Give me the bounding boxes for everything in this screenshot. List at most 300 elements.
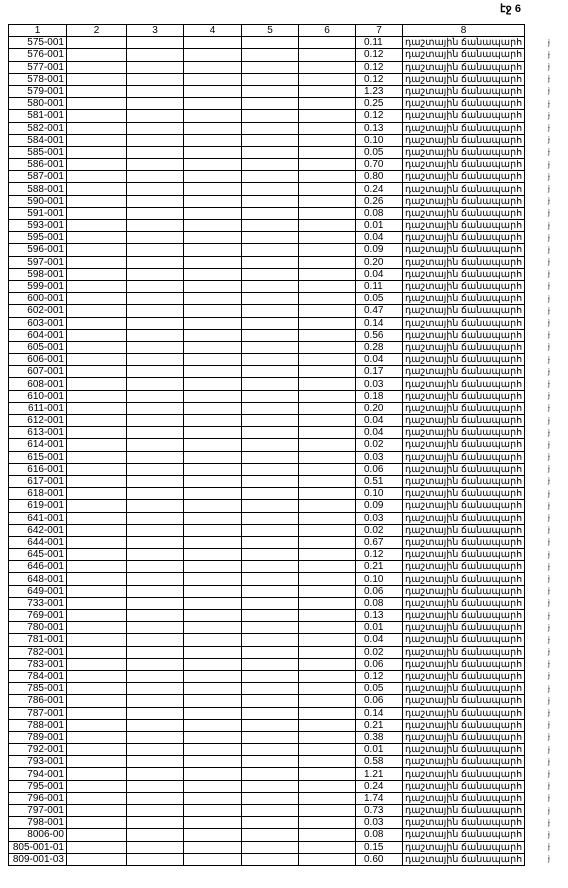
empty-cell [242,805,299,817]
empty-cell [67,232,127,244]
empty-cell [299,780,356,792]
area-cell: 0.08 [356,829,403,841]
empty-cell [67,536,127,548]
empty-cell [184,329,242,341]
empty-cell [67,719,127,731]
empty-cell [67,500,127,512]
empty-cell [67,244,127,256]
margin-mark: ɉ [548,220,550,230]
table-row [9,183,525,195]
empty-cell [299,293,356,305]
empty-cell [184,183,242,195]
empty-cell [299,756,356,768]
empty-cell [242,110,299,122]
empty-cell [184,293,242,305]
empty-cell [299,171,356,183]
table-row [9,719,525,731]
table-row [9,780,525,792]
land-type-cell: դաշտային ճանապարհ [403,658,525,670]
empty-cell [184,317,242,329]
table-row [9,293,525,305]
land-type-cell: դաշտային ճանապարհ [403,427,525,439]
area-cell: 0.24 [356,780,403,792]
empty-cell [67,85,127,97]
empty-cell [127,232,184,244]
empty-cell [127,280,184,292]
empty-cell [127,695,184,707]
table-row [9,207,525,219]
empty-cell [127,853,184,865]
empty-cell [242,597,299,609]
empty-cell [299,195,356,207]
parcel-id-cell: 642-001 [9,524,67,536]
column-header: 7 [356,25,403,37]
empty-cell [127,646,184,658]
empty-cell [184,792,242,804]
empty-cell [242,634,299,646]
empty-cell [67,488,127,500]
empty-cell [67,622,127,634]
empty-cell [67,646,127,658]
parcel-id-cell: 805-001-01 [9,841,67,853]
empty-cell [184,378,242,390]
empty-cell [184,731,242,743]
land-type-cell: դաշտային ճանապարհ [403,536,525,548]
empty-cell [127,61,184,73]
empty-cell [67,780,127,792]
empty-cell [184,159,242,171]
area-cell: 0.09 [356,244,403,256]
empty-cell [127,500,184,512]
empty-cell [127,122,184,134]
empty-cell [299,232,356,244]
empty-cell [242,268,299,280]
empty-cell [299,646,356,658]
area-cell: 0.04 [356,354,403,366]
parcel-id-cell: 590-001 [9,195,67,207]
empty-cell [242,622,299,634]
empty-cell [127,244,184,256]
parcel-id-cell: 607-001 [9,366,67,378]
empty-cell [242,49,299,61]
empty-cell [299,317,356,329]
empty-cell [299,500,356,512]
area-cell: 0.06 [356,658,403,670]
table-row [9,280,525,292]
table-row [9,451,525,463]
parcel-id-cell: 581-001 [9,110,67,122]
empty-cell [184,402,242,414]
table-row [9,634,525,646]
area-cell: 0.05 [356,293,403,305]
land-type-cell: դաշտային ճանապարհ [403,817,525,829]
empty-cell [299,475,356,487]
table-row [9,439,525,451]
empty-cell [299,683,356,695]
empty-cell [184,707,242,719]
empty-cell [184,85,242,97]
parcel-id-cell: 615-001 [9,451,67,463]
empty-cell [299,792,356,804]
empty-cell [127,524,184,536]
parcel-id-cell: 585-001 [9,146,67,158]
empty-cell [127,488,184,500]
empty-cell [299,597,356,609]
empty-cell [67,402,127,414]
empty-cell [299,415,356,427]
area-cell: 0.03 [356,378,403,390]
margin-mark: ɉ [548,573,550,583]
table-row [9,49,525,61]
empty-cell [299,805,356,817]
empty-cell [299,73,356,85]
empty-cell [67,634,127,646]
empty-cell [184,220,242,232]
empty-cell [127,475,184,487]
area-cell: 0.26 [356,195,403,207]
parcel-id-cell: 783-001 [9,658,67,670]
margin-mark: ɉ [548,793,550,803]
empty-cell [299,305,356,317]
empty-cell [299,463,356,475]
land-type-cell: դաշտային ճանապարհ [403,305,525,317]
table-row [9,195,525,207]
land-type-cell: դաշտային ճանապարհ [403,756,525,768]
empty-cell [299,280,356,292]
empty-cell [127,146,184,158]
empty-cell [184,244,242,256]
area-cell: 0.17 [356,366,403,378]
empty-cell [242,695,299,707]
parcel-id-cell: 785-001 [9,683,67,695]
empty-cell [127,707,184,719]
empty-cell [242,244,299,256]
empty-cell [67,329,127,341]
empty-cell [67,256,127,268]
parcel-id-cell: 616-001 [9,463,67,475]
empty-cell [299,768,356,780]
table-row [9,549,525,561]
margin-mark: ɉ [548,476,550,486]
empty-cell [67,49,127,61]
land-type-cell: դաշտային ճանապարհ [403,488,525,500]
area-cell: 0.01 [356,744,403,756]
empty-cell [242,536,299,548]
land-type-cell: դաշտային ճանապարհ [403,829,525,841]
parcel-id-cell: 600-001 [9,293,67,305]
parcel-id-cell: 809-001-03 [9,853,67,865]
empty-cell [242,159,299,171]
empty-cell [127,829,184,841]
empty-cell [127,805,184,817]
land-type-cell: դաշտային ճանապարհ [403,73,525,85]
empty-cell [184,451,242,463]
empty-cell [127,549,184,561]
table-row [9,98,525,110]
land-type-cell: դաշտային ճանապարհ [403,37,525,49]
empty-cell [127,317,184,329]
area-cell: 0.04 [356,232,403,244]
empty-cell [184,146,242,158]
empty-cell [67,110,127,122]
land-type-cell: դաշտային ճանապարհ [403,707,525,719]
land-type-cell: դաշտային ճանապարհ [403,61,525,73]
margin-mark: ɉ [548,842,550,852]
empty-cell [67,707,127,719]
empty-cell [184,597,242,609]
empty-cell [299,549,356,561]
column-header: 4 [184,25,242,37]
margin-mark: ɉ [548,817,550,827]
empty-cell [299,817,356,829]
parcel-id-cell: 733-001 [9,597,67,609]
empty-cell [242,719,299,731]
empty-cell [299,622,356,634]
parcel-id-cell: 789-001 [9,731,67,743]
empty-cell [299,719,356,731]
margin-mark: ɉ [548,805,550,815]
empty-cell [242,122,299,134]
land-type-cell: դաշտային ճանապարհ [403,768,525,780]
empty-cell [184,585,242,597]
empty-cell [299,451,356,463]
empty-cell [127,341,184,353]
table-row [9,573,525,585]
empty-cell [67,841,127,853]
margin-mark: ɉ [548,366,550,376]
empty-cell [67,512,127,524]
area-cell: 0.28 [356,341,403,353]
empty-cell [127,573,184,585]
empty-cell [242,439,299,451]
parcel-id-cell: 575-001 [9,37,67,49]
empty-cell [127,536,184,548]
area-cell: 0.08 [356,207,403,219]
empty-cell [299,634,356,646]
area-cell: 0.09 [356,500,403,512]
empty-cell [299,183,356,195]
empty-cell [299,207,356,219]
area-cell: 0.56 [356,329,403,341]
area-cell: 0.10 [356,488,403,500]
empty-cell [184,670,242,682]
empty-cell [299,244,356,256]
margin-mark: ɉ [548,720,550,730]
parcel-id-cell: 606-001 [9,354,67,366]
area-cell: 0.67 [356,536,403,548]
area-cell: 0.12 [356,73,403,85]
area-cell: 0.12 [356,61,403,73]
area-cell: 0.03 [356,512,403,524]
area-cell: 0.47 [356,305,403,317]
margin-mark: ɉ [548,732,550,742]
empty-cell [127,780,184,792]
table-row [9,341,525,353]
empty-cell [127,305,184,317]
empty-cell [184,195,242,207]
land-type-cell: դաշտային ճանապարհ [403,268,525,280]
parcel-id-cell: 780-001 [9,622,67,634]
area-cell: 0.04 [356,634,403,646]
margin-mark: ɉ [548,708,550,717]
empty-cell [127,841,184,853]
parcel-id-cell: 599-001 [9,280,67,292]
empty-cell [184,829,242,841]
land-type-cell: դաշտային ճանապարհ [403,378,525,390]
land-type-cell: դաշտային ճանապարհ [403,256,525,268]
margin-mark: ɉ [548,464,550,474]
empty-cell [67,731,127,743]
header-row [9,25,525,37]
empty-cell [127,207,184,219]
empty-cell [67,744,127,756]
table-row [9,622,525,634]
area-cell: 0.60 [356,853,403,865]
area-cell: 0.12 [356,549,403,561]
land-type-cell: դաշտային ճանապարհ [403,85,525,97]
empty-cell [299,159,356,171]
empty-cell [67,792,127,804]
table-row [9,829,525,841]
parcel-id-cell: 795-001 [9,780,67,792]
empty-cell [127,378,184,390]
area-cell: 0.12 [356,49,403,61]
margin-mark: ɉ [548,86,550,96]
empty-cell [242,488,299,500]
empty-cell [127,159,184,171]
land-type-cell: դաշտային ճանապարհ [403,670,525,682]
table-row [9,512,525,524]
parcel-id-cell: 610-001 [9,390,67,402]
empty-cell [184,841,242,853]
table-row [9,670,525,682]
empty-cell [67,207,127,219]
empty-cell [242,183,299,195]
column-header: 2 [67,25,127,37]
empty-cell [184,268,242,280]
empty-cell [299,354,356,366]
empty-cell [242,731,299,743]
empty-cell [299,402,356,414]
empty-cell [242,829,299,841]
empty-cell [299,744,356,756]
empty-cell [184,280,242,292]
land-type-cell: դաշտային ճանապարհ [403,329,525,341]
empty-cell [299,110,356,122]
area-cell: 0.21 [356,561,403,573]
empty-cell [184,171,242,183]
empty-cell [184,610,242,622]
empty-cell [127,329,184,341]
empty-cell [242,415,299,427]
margin-mark: ɉ [548,439,550,449]
parcel-id-cell: 614-001 [9,439,67,451]
area-cell: 0.20 [356,402,403,414]
empty-cell [184,305,242,317]
empty-cell [299,610,356,622]
empty-cell [242,524,299,536]
empty-cell [184,463,242,475]
table-row [9,122,525,134]
parcel-id-cell: 798-001 [9,817,67,829]
empty-cell [127,73,184,85]
empty-cell [67,829,127,841]
area-cell: 1.21 [356,768,403,780]
column-header: 1 [9,25,67,37]
margin-mark: ɉ [548,610,550,620]
empty-cell [67,37,127,49]
parcel-id-cell: 796-001 [9,792,67,804]
area-cell: 0.06 [356,463,403,475]
empty-cell [242,293,299,305]
table-row [9,366,525,378]
margin-mark: ɉ [548,549,550,559]
land-type-cell: դաշտային ճանապարհ [403,366,525,378]
empty-cell [67,73,127,85]
parcel-id-cell: 588-001 [9,183,67,195]
empty-cell [67,98,127,110]
empty-cell [67,159,127,171]
table-row [9,463,525,475]
empty-cell [299,329,356,341]
empty-cell [184,561,242,573]
empty-cell [184,134,242,146]
empty-cell [67,293,127,305]
margin-mark: ɉ [548,49,550,59]
table-row [9,488,525,500]
land-type-cell: դաշտային ճանապարհ [403,98,525,110]
parcel-id-cell: 618-001 [9,488,67,500]
empty-cell [242,853,299,865]
empty-cell [67,597,127,609]
empty-cell [242,305,299,317]
empty-cell [127,390,184,402]
area-cell: 0.73 [356,805,403,817]
parcel-id-cell: 8006-00 [9,829,67,841]
parcel-id-cell: 786-001 [9,695,67,707]
table-row [9,232,525,244]
parcel-id-cell: 646-001 [9,561,67,573]
margin-mark: ɉ [548,561,550,571]
area-cell: 0.06 [356,585,403,597]
land-type-cell: դաշտային ճանապարհ [403,780,525,792]
area-cell: 0.12 [356,110,403,122]
empty-cell [242,329,299,341]
land-type-cell: դաշտային ճանապարհ [403,415,525,427]
land-type-cell: դաշտային ճանապարհ [403,634,525,646]
land-type-cell: դաշտային ճանապարհ [403,610,525,622]
area-cell: 0.14 [356,317,403,329]
table-row [9,378,525,390]
margin-mark: ɉ [548,171,550,181]
margin-mark: ɉ [548,415,550,425]
empty-cell [67,817,127,829]
empty-cell [67,280,127,292]
land-type-cell: դաշտային ճանապարհ [403,841,525,853]
empty-cell [184,524,242,536]
table-row [9,256,525,268]
empty-cell [299,829,356,841]
empty-cell [242,792,299,804]
margin-mark: ɉ [548,854,550,864]
table-row [9,73,525,85]
empty-cell [127,622,184,634]
parcel-id-cell: 797-001 [9,805,67,817]
empty-cell [242,463,299,475]
area-cell: 0.70 [356,159,403,171]
empty-cell [184,853,242,865]
area-cell: 0.13 [356,122,403,134]
